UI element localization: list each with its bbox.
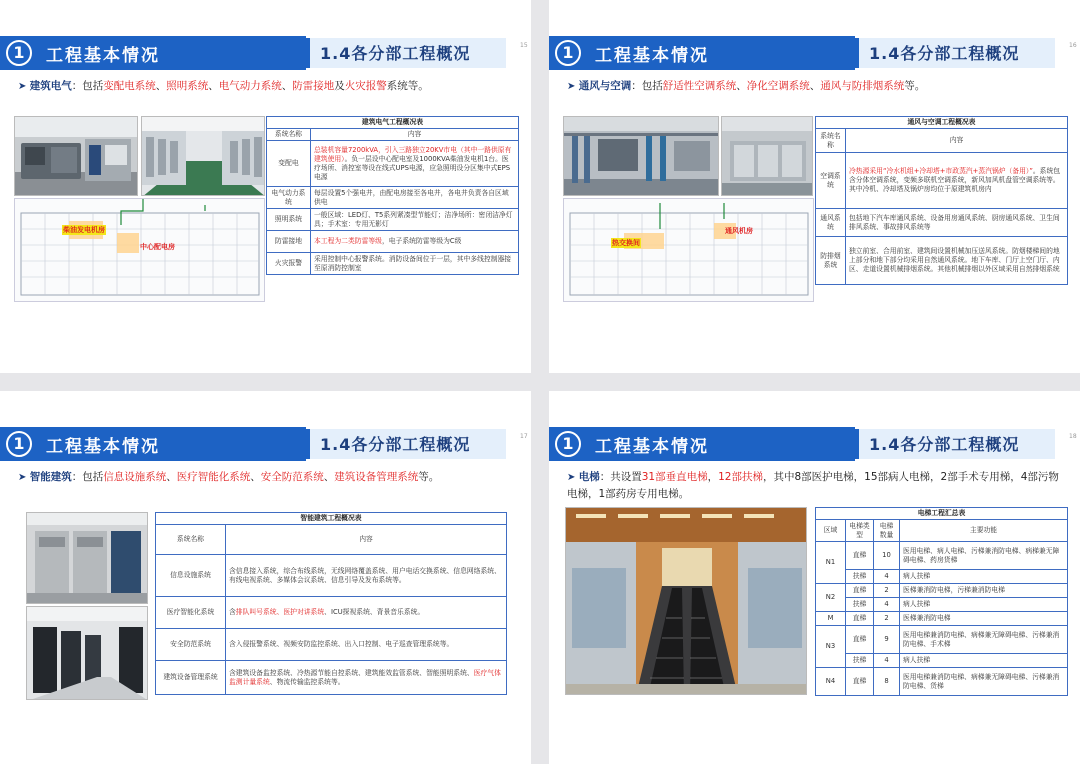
table-row: 防排烟系统 独立前室、合用前室、建筑间设置机械加压送风系统。防烟楼梯间的地上部分和地下部分均采用自然通风系统。地下车库、门厅上空门厅、内区、走道设置机械排烟系统。其他机械排烟以外区域采用自然排烟系统	[816, 237, 1068, 285]
server-room-photo	[26, 606, 148, 700]
slide-header	[0, 427, 531, 461]
slide-elevators[interactable]	[549, 391, 1080, 764]
table-header: 电梯数量	[874, 520, 900, 542]
table-row: 变配电 总装机容量7200kVA，引入三路独立20KV市电（其中一路供原有建筑使用）。负一层设中心配电室及1000KVA柴油发电机1台。医疗场所、消控室等设在线式UPS电源，应急照明设分区集中式EPS电源	[267, 141, 519, 187]
chapter-number: 1	[555, 40, 581, 66]
table-title: 建筑电气工程概况表	[267, 117, 519, 129]
page-number: 15	[520, 42, 528, 49]
table-row: 通风系统 包括地下汽车库通风系统、设备用房通风系统、厨房通风系统、卫生间排风系统、事故排风系统等	[816, 209, 1068, 237]
chapter-title: 工程基本情况	[595, 437, 709, 457]
intro-text: ➤ 智能建筑：包括信息设施系统、医疗智能化系统、安全防范系统、建筑设备管理系统等。	[18, 471, 440, 483]
slide-header	[0, 36, 531, 70]
table-row: 空调系统 冷热源采用“冷水机组+冷却塔+市政蒸汽+蒸汽锅炉（备用）”。系统包含分体空调系统，变频多联机空调系统，新风加风机盘管空调系统等。其中冷机、冷却塔及锅炉房均位于原建筑机房内	[816, 153, 1068, 209]
control-cabinet-photo	[26, 512, 148, 604]
table-row: 扶梯 4 病人扶梯	[816, 598, 1068, 612]
slide-header	[549, 36, 1080, 70]
section-title: 1.4各分部工程概况	[320, 44, 471, 63]
intro-text: ➤ 通风与空调：包括舒适性空调系统、净化空调系统、通风与防排烟系统等。	[567, 80, 926, 92]
table-header: 内容	[311, 129, 519, 141]
intro-text: ➤ 建筑电气：包括变配电系统、照明系统、电气动力系统、防雷接地及火灾报警系统等。	[18, 80, 429, 92]
chapter-number: 1	[555, 431, 581, 457]
table-row: 扶梯 4 病人扶梯	[816, 654, 1068, 668]
table-header: 系统名称	[267, 129, 311, 141]
escalator-photo	[565, 507, 807, 695]
electrical-table	[266, 116, 519, 275]
table-row: M 直梯 2 医梯兼消防电梯	[816, 612, 1068, 626]
section-title-box	[306, 429, 506, 459]
slide-electrical[interactable]	[0, 0, 531, 373]
arrow-icon: ➤	[18, 472, 27, 483]
table-row: 信息设施系统 含信息接入系统，综合布线系统，无线网络覆盖系统、用户电话交换系统、信息网络系统、有线电视系统、多媒体会议系统、信息引导及发布系统等。	[156, 555, 507, 597]
table-row: N4 直梯 8 医用电梯兼消防电梯、病梯兼无障碍电梯、污梯兼消防电梯、货梯	[816, 668, 1068, 696]
table-row: 火灾报警 采用控制中心报警系统。消防设备间位于一层，其中多线控制器接至原消防控制室	[267, 253, 519, 275]
slide-intelligent-building[interactable]	[0, 391, 531, 764]
switchgear-room-photo	[141, 116, 265, 196]
intelligent-building-table	[155, 512, 507, 695]
table-header: 系统名称	[816, 129, 846, 153]
table-row: 电气动力系统 每层设置5个强电井，由配电房接至各电井，各电井负责各自区域供电	[267, 187, 519, 209]
table-row: 安全防范系统 含入侵报警系统、视频安防监控系统、出入口控制、电子巡查管理系统等。	[156, 629, 507, 661]
ahu-room-photo	[721, 116, 813, 196]
table-row: 建筑设备管理系统 含建筑设备监控系统、冷热源节能自控系统、建筑能效监管系统、智能照明系统、医疗气体监测计量系统、物流传输监控系统等。	[156, 661, 507, 695]
plan-label-ventilation: 通风机房	[725, 227, 753, 235]
arrow-icon: ➤	[18, 81, 27, 92]
floor-plan	[563, 198, 814, 302]
table-row: 照明系统 一般区域：LED灯、T5系列紧凑型节能灯；洁净场所：密闭洁净灯具；手术室：专用无影灯	[267, 209, 519, 231]
table-row: 防雷接地 本工程为二类防雷等级，电子系统防雷等级为C级	[267, 231, 519, 253]
chapter-title: 工程基本情况	[46, 437, 160, 457]
elevator-table	[815, 507, 1068, 696]
section-title-box	[855, 38, 1055, 68]
generator-room-photo	[14, 116, 138, 196]
section-title: 1.4各分部工程概况	[869, 435, 1020, 454]
page-number: 16	[1069, 42, 1077, 49]
table-header: 系统名称	[156, 525, 226, 555]
arrow-icon: ➤	[567, 81, 576, 92]
plan-label-heat-exchange: 热交换间	[612, 239, 640, 247]
table-row: 扶梯 4 病人扶梯	[816, 570, 1068, 584]
table-row: 医疗智能化系统 含排队叫号系统、医护对讲系统、ICU探视系统、背景音乐系统。	[156, 597, 507, 629]
table-row: N2 直梯 2 医梯兼消防电梯，污梯兼消防电梯	[816, 584, 1068, 598]
chapter-number: 1	[6, 431, 32, 457]
table-title: 通风与空调工程概况表	[816, 117, 1068, 129]
table-header: 区域	[816, 520, 846, 542]
hvac-table	[815, 116, 1068, 285]
chapter-title: 工程基本情况	[595, 46, 709, 66]
intro-text: ➤ 电梯：共设置31部垂直电梯，12部扶梯，其中8部医护电梯，15部病人电梯，2部手术专用梯，4部污物电梯，1部药房专用电梯。	[567, 471, 1059, 500]
chapter-title: 工程基本情况	[46, 46, 160, 66]
section-title: 1.4各分部工程概况	[320, 435, 471, 454]
table-header: 内容	[226, 525, 507, 555]
plan-label-substation: 中心配电房	[140, 243, 175, 251]
slide-hvac[interactable]	[549, 0, 1080, 373]
table-header: 主要功能	[900, 520, 1068, 542]
table-header: 内容	[846, 129, 1068, 153]
section-title-box	[855, 429, 1055, 459]
table-row: N3 直梯 9 医用电梯兼消防电梯、病梯兼无障碍电梯、污梯兼消防电梯、手术梯	[816, 626, 1068, 654]
section-title-box	[306, 38, 506, 68]
section-title: 1.4各分部工程概况	[869, 44, 1020, 63]
page-number: 18	[1069, 433, 1077, 440]
page-number: 17	[520, 433, 528, 440]
table-row: N1 直梯 10 医用电梯、病人电梯、污梯兼消防电梯、病梯兼无障碍电梯、药房货梯	[816, 542, 1068, 570]
chapter-number: 1	[6, 40, 32, 66]
arrow-icon: ➤	[567, 472, 576, 483]
plan-label-generator: 柴油发电机房	[63, 226, 105, 234]
plant-room-photo	[563, 116, 719, 196]
table-title: 智能建筑工程概况表	[156, 513, 507, 525]
slide-header	[549, 427, 1080, 461]
table-title: 电梯工程汇总表	[816, 508, 1068, 520]
table-header: 电梯类型	[846, 520, 874, 542]
